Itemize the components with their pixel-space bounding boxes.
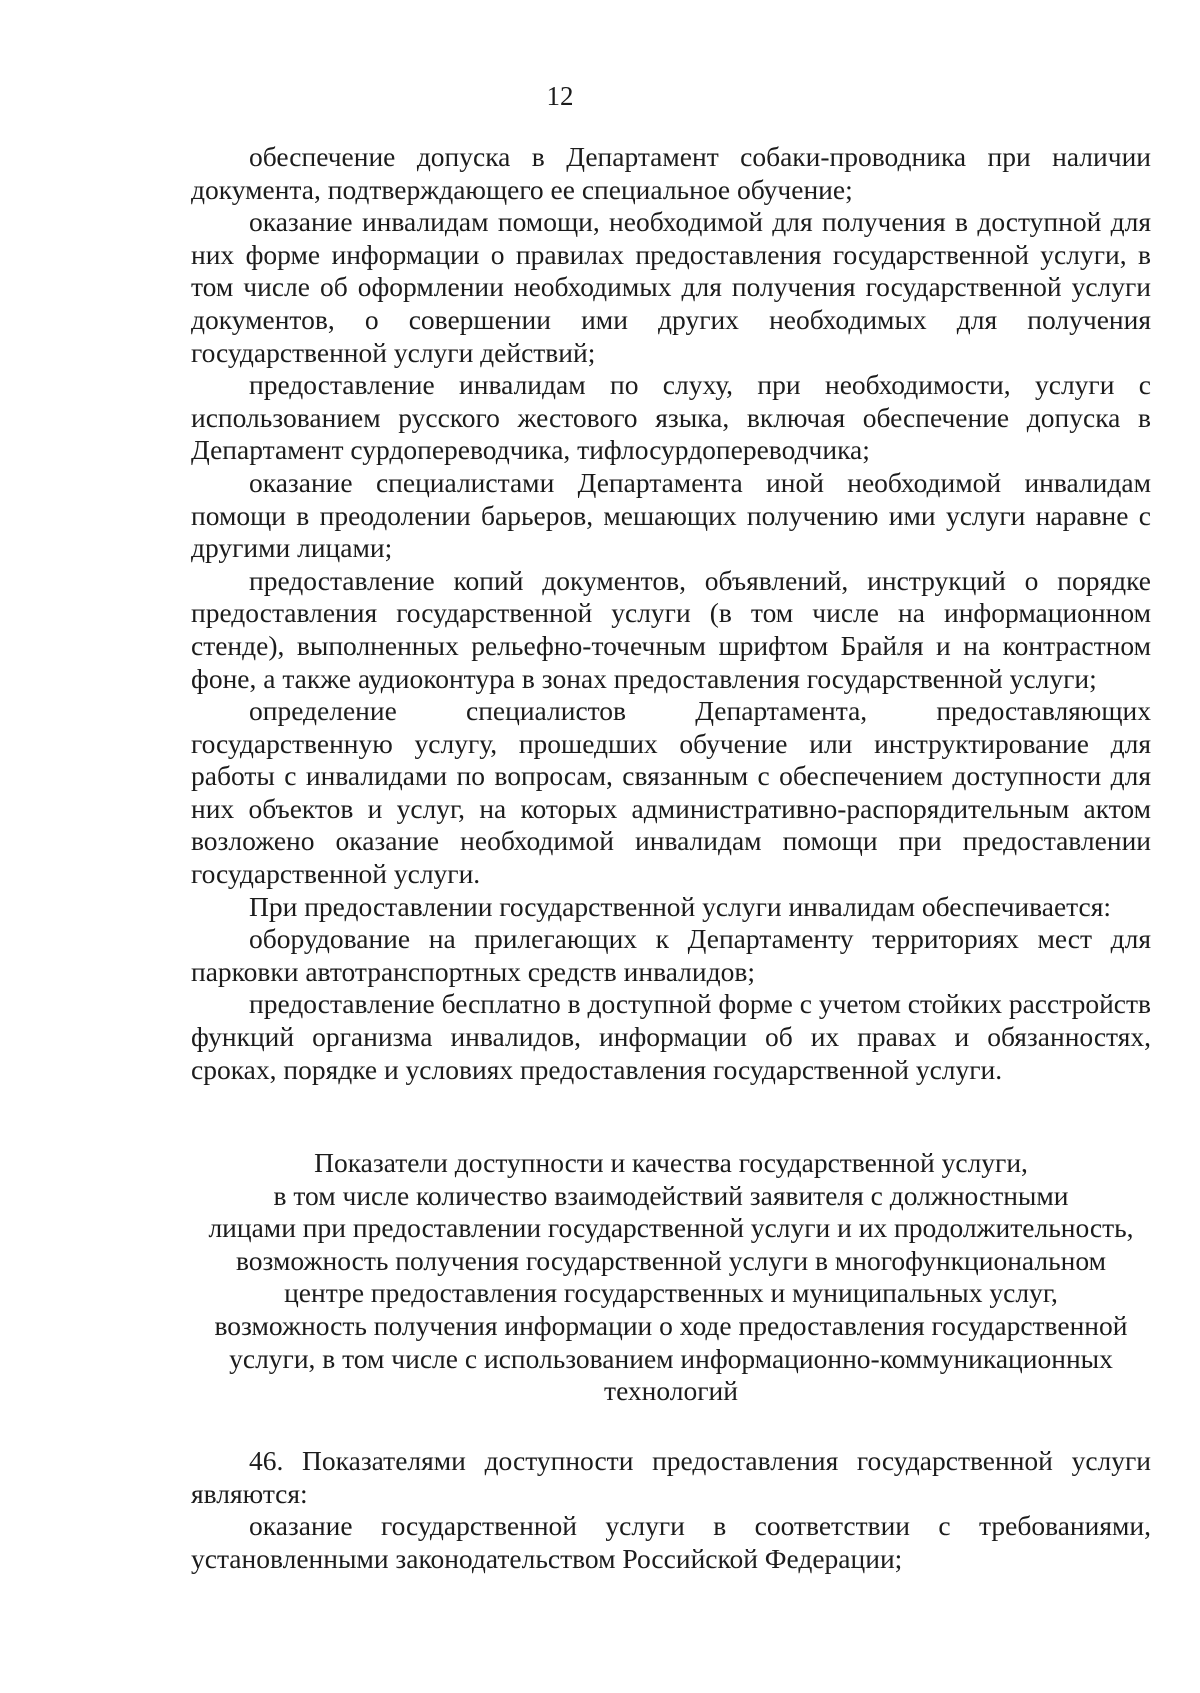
paragraph: оказание государственной услуги в соответствии с требованиями, установленными законодательством Российской Федерации;	[191, 1510, 1151, 1574]
heading-line: Показатели доступности и качества государственной услуги,	[314, 1147, 1028, 1178]
page-number: 12	[546, 81, 574, 111]
paragraph: предоставление копий документов, объявлений, инструкций о порядке предоставления государственной услуги (в том числе на информационном стенде), выполненных рельефно-точечным шрифтом Брайля и на контрастном фоне, а также аудиоконтура в зонах предоставления государственной услуги;	[191, 564, 1151, 694]
heading-line: лицами при предоставлении государственной услуги и их продолжительность,	[208, 1212, 1134, 1244]
section-heading	[191, 1147, 1151, 1408]
heading-line: центре предоставления государственных и муниципальных услуг,	[284, 1277, 1058, 1309]
paragraph: оказание специалистами Департамента иной необходимой инвалидам помощи в преодолении барьеров, мешающих получению ими услуги наравне с другими лицами;	[191, 466, 1151, 564]
heading-line: услуги, в том числе с использованием информационно-коммуникационных	[229, 1342, 1113, 1374]
paragraph: обеспечение допуска в Департамент собаки-проводника при наличии документа, подтверждающего ее специальное обучение;	[191, 141, 1151, 205]
paragraph: оказание инвалидам помощи, необходимой для получения в доступной для них форме информации о правилах предоставления государственной услуги, в том числе об оформлении необходимых для получения государственной услуги документов, о совершении ими других необходимых для получения государственной услуги действий;	[191, 206, 1151, 368]
heading-line: в том числе количество взаимодействий заявителя с должностными	[273, 1179, 1069, 1211]
paragraph: При предоставлении государственной услуги инвалидам обеспечивается:	[249, 890, 1112, 922]
paragraph: 46. Показателями доступности предоставления государственной услуги являются:	[191, 1445, 1151, 1509]
heading-line: возможность получения информации о ходе предоставления государственной	[214, 1309, 1128, 1341]
body-text-top	[191, 141, 1151, 1086]
heading-line: возможность получения государственной услуги в многофункциональном	[235, 1244, 1106, 1276]
paragraph: оборудование на прилегающих к Департаменту территориях мест для парковки автотранспортных средств инвалидов;	[191, 923, 1151, 987]
paragraph: предоставление инвалидам по слуху, при необходимости, услуги с использованием русского жестового языка, включая обеспечение допуска в Департамент сурдопереводчика, тифлосурдопереводчика;	[191, 369, 1151, 466]
body-text-bottom	[191, 1445, 1151, 1575]
paragraph: предоставление бесплатно в доступной форме с учетом стойких расстройств функций организма инвалидов, информации об их правах и обязанностях, сроках, порядке и условиях предоставления государственной услуги.	[191, 988, 1151, 1085]
heading-line: технологий	[604, 1375, 738, 1407]
paragraph: определение специалистов Департамента, предоставляющих государственную услугу, прошедших обучение или инструктирование для работы с инвалидами по вопросам, связанным с обеспечением доступности для них объектов и услуг, на которых административно-распорядительным актом возложено оказание необходимой инвалидам помощи при предоставлении государственной услуги.	[191, 695, 1151, 890]
